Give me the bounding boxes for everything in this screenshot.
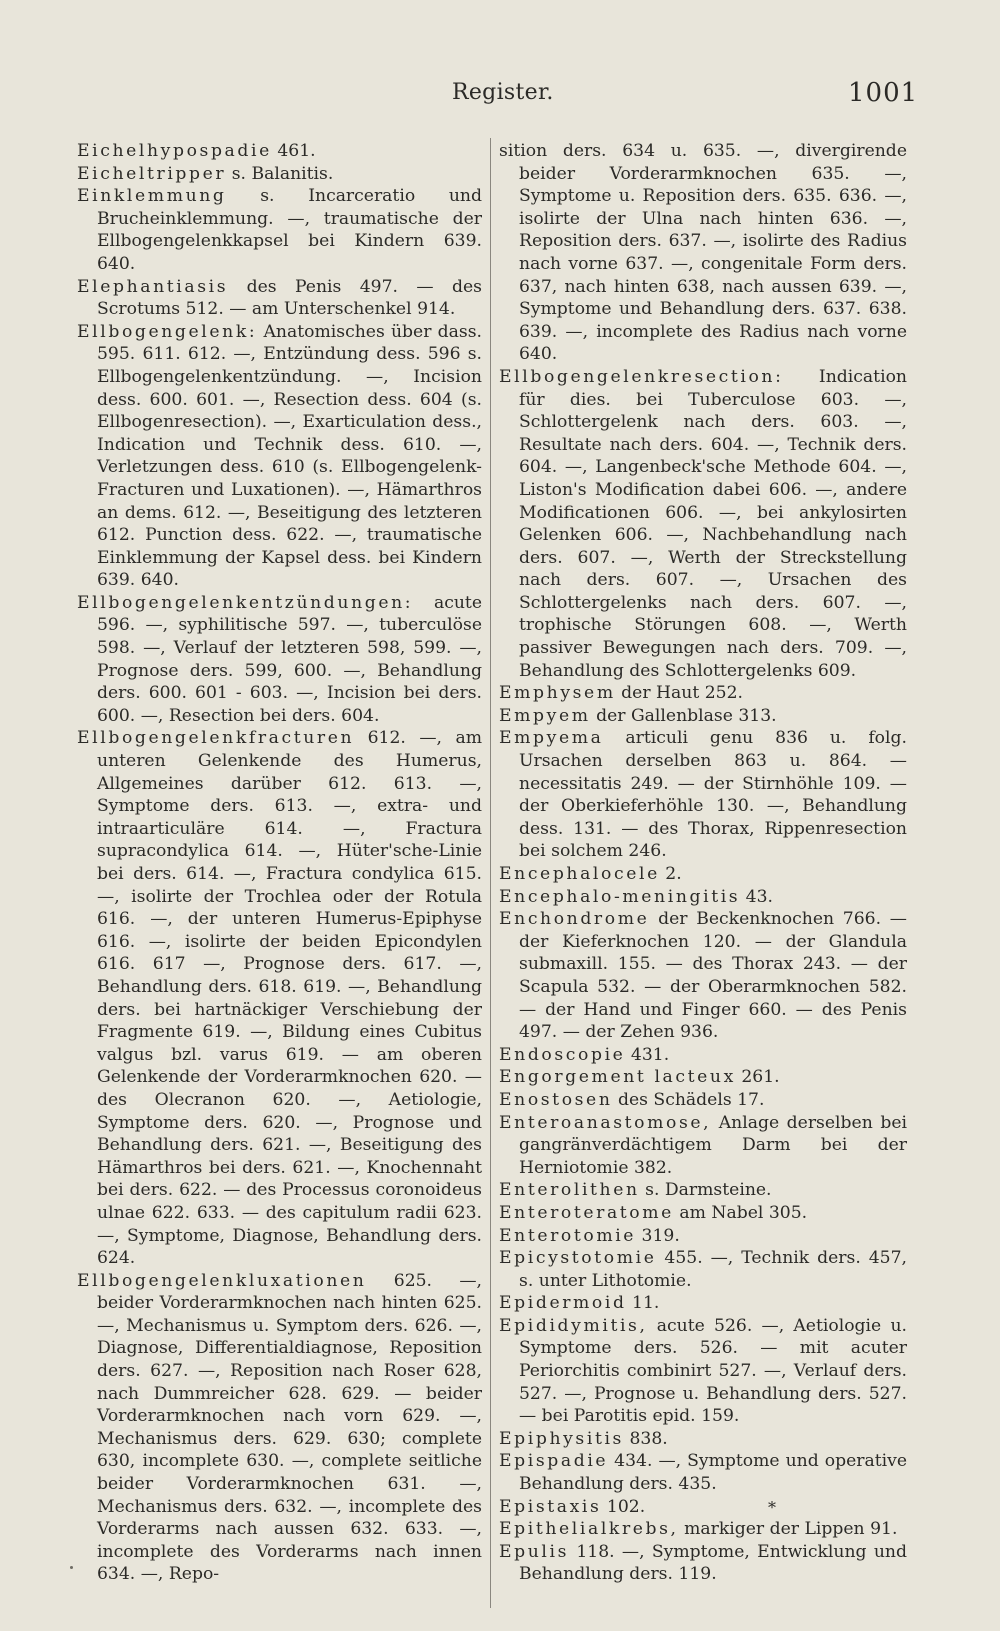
index-keyword: Encephalo-meningitis bbox=[499, 886, 741, 907]
index-references: Indication für dies. bei Tuberculose 603. —, Schlottergelenk nach ders. 603. —, Resultate nach ders. 604. —, Technik ders. 604. —, Langenbeck'sche Methode 604. —, Liston's Modification dabei 606. —, andere Modificationen 606. —, bei ankylosirten Gelenken 606. —, Nachbehandlung nach ders. 607. —, Werth der Streckstellung nach ders. 607. —, Ursachen des Schlottergelenks nach ders. 607. —, trophische Störungen 608. —, Werth passiver Bewegungen nach ders. 709. —, Behandlung des Schlottergelenks 609. bbox=[519, 366, 907, 681]
index-entry bbox=[499, 682, 907, 705]
index-keyword: Epulis bbox=[499, 1541, 570, 1562]
index-entry bbox=[499, 1112, 907, 1180]
index-references: Anlage derselben bei gangränverdächtigem Darm bei der Herniotomie 382. bbox=[519, 1112, 907, 1178]
index-keyword: Ellbogengelenkfracturen bbox=[77, 728, 355, 749]
index-entry bbox=[77, 1270, 482, 1586]
index-references: 455. —, Technik ders. 457, s. unter Lithotomie. bbox=[519, 1248, 907, 1291]
index-entry bbox=[77, 592, 482, 728]
index-entry bbox=[499, 1450, 907, 1495]
index-entry bbox=[499, 140, 907, 366]
index-keyword: Epididymitis, bbox=[499, 1315, 648, 1336]
index-keyword: Enteroteratome bbox=[499, 1202, 674, 1223]
index-references: 319. bbox=[636, 1225, 680, 1246]
page-number: 1001 bbox=[848, 78, 919, 108]
index-references: 11. bbox=[626, 1293, 660, 1314]
index-entry bbox=[499, 1292, 907, 1315]
index-entry bbox=[499, 1179, 907, 1202]
index-entry bbox=[77, 163, 482, 186]
index-entry bbox=[499, 1518, 907, 1541]
index-keyword: Enterolithen bbox=[499, 1180, 640, 1201]
index-entry bbox=[77, 140, 482, 163]
index-keyword: Encephalocele bbox=[499, 864, 660, 884]
index-references: 838. bbox=[623, 1428, 668, 1449]
column-divider bbox=[490, 138, 491, 1608]
index-references: sition ders. 634 u. 635. —, divergirende beider Vorderarmknochen 635. —, Symptome u. Reposition ders. 635. 636. —, isolirte der Ulna nach hinten 636. —, Reposition ders. 637. —, isolirte des Radius nach vorne 637. —, congenitale Form ders. 637, nach hinten 638, nach aussen 639. —, Symptome und Behandlung ders. 637. 638. 639. —, incomplete des Radius nach vorne 640. bbox=[499, 141, 907, 365]
index-entry bbox=[499, 705, 907, 728]
index-references: der Haut 252. bbox=[615, 683, 743, 704]
index-entry bbox=[499, 863, 907, 886]
index-entry bbox=[499, 1247, 907, 1292]
index-entry bbox=[499, 1089, 907, 1112]
index-keyword: Epispadie bbox=[499, 1451, 609, 1472]
index-references: des Penis 497. — des Scrotums 512. — am Unterschenkel 914. bbox=[97, 276, 482, 320]
index-column-left bbox=[77, 140, 482, 1586]
index-keyword: Enteroanastomose, bbox=[499, 1112, 712, 1133]
index-references: s. Balanitis. bbox=[226, 163, 334, 184]
index-keyword: Eicheltripper bbox=[77, 163, 227, 184]
index-entry bbox=[499, 366, 907, 682]
index-references: der Gallenblase 313. bbox=[590, 705, 777, 726]
index-keyword: Eichelhypospadie bbox=[77, 141, 272, 161]
running-head: Register. bbox=[452, 80, 554, 105]
index-entry bbox=[499, 1496, 907, 1519]
index-references: acute 596. —, syphilitische 597. —, tuberculöse 598. —, Verlauf der letzteren 598, 599. —, Prognose ders. 599, 600. —, Behandlung ders. 600. 601 - 603. —, Incision bei ders. 600. —, Resection bei ders. 604. bbox=[97, 592, 482, 726]
index-references: 2. bbox=[659, 864, 682, 884]
index-entry bbox=[499, 1225, 907, 1248]
index-keyword: Epidermoid bbox=[499, 1293, 627, 1314]
index-entry bbox=[499, 1315, 907, 1428]
index-entry bbox=[499, 908, 907, 1044]
index-entry bbox=[77, 727, 482, 1269]
index-entry bbox=[77, 321, 482, 592]
index-references: 261. bbox=[735, 1067, 780, 1088]
index-references: 102. bbox=[601, 1496, 646, 1517]
index-keyword: Engorgement lacteux bbox=[499, 1067, 736, 1088]
index-column-right bbox=[499, 140, 907, 1586]
index-entry bbox=[499, 1066, 907, 1089]
index-references: 434. —, Symptome und operative Behandlung ders. 435. bbox=[519, 1451, 907, 1495]
index-references: articuli genu 836 u. folg. Ursachen derselben 863 u. 864. — necessitatis 249. — der Stirnhöhle 109. — der Oberkieferhöhle 130. —, Behandlung dess. 131. — des Thorax, Rippenresection bei solchem 246. bbox=[519, 728, 907, 862]
index-keyword: Epiphysitis bbox=[499, 1428, 624, 1449]
index-references: acute 526. —, Aetiologie u. Symptome ders. 526. — mit acuter Periorchitis combinirt 527. —, Verlauf ders. 527. —, Prognose u. Behandlung ders. 527. — bei Parotitis epid. 159. bbox=[519, 1315, 907, 1427]
index-entry bbox=[77, 185, 482, 275]
index-references: 625. —, beider Vorderarmknochen nach hinten 625. —, Mechanismus u. Symptom ders. 626. —, Diagnose, Differentialdiagnose, Reposition ders. 627. —, Reposition nach Roser 628, nach Dummreicher 628. 629. — beider Vorderarmknochen nach vorn 629. —, Mechanismus ders. 629. 630; complete 630, incomplete 630. —, complete seitliche beider Vorderarmknochen 631. —, Mechanismus ders. 632. —, incomplete des Vorderarms nach aussen 632. 633. —, incomplete des Vorderarms nach innen 634. —, Repo- bbox=[97, 1270, 482, 1585]
index-keyword: Enostosen bbox=[499, 1089, 613, 1110]
index-entry bbox=[77, 276, 482, 321]
index-keyword: Empyema bbox=[499, 728, 604, 749]
index-keyword: Ellbogengelenkresection: bbox=[499, 366, 784, 387]
index-references: s. Darmsteine. bbox=[639, 1180, 772, 1201]
index-references: 612. —, am unteren Gelenkende des Humerus, Allgemeines darüber 612. 613. —, Symptome ders. 613. —, extra- und intraarticuläre 614. —, Fractura supracondylica 614. —, Hüter'sche-Linie bei ders. 614. —, Fractura condylica 615. —, isolirte der Trochlea oder der Rotula 616. —, der unteren Humerus-Epiphyse 616. —, isolirte der beiden Epicondylen 616. 617 —, Prognose ders. 617. —, Behandlung ders. 618. 619. —, Behandlung ders. bei hartnäckiger Verschiebung der Fragmente 619. —, Bildung eines Cubitus valgus bzl. varus 619. — am oberen Gelenkende der Vorderarmknochen 620. — des Olecranon 620. —, Aetiologie, Symptome ders. 620. —, Prognose und Behandlung ders. 621. —, Beseitigung des Hämarthros bei ders. 621. —, Knochennaht bei ders. 622. — des Processus coronoideus ulnae 622. 633. — des capitulum radii 623. —, Symptome, Diagnose, Behandlung ders. 624. bbox=[97, 728, 482, 1269]
index-keyword: Enterotomie bbox=[499, 1225, 637, 1246]
index-entry bbox=[499, 1428, 907, 1451]
index-entry bbox=[499, 886, 907, 909]
index-references: Anatomisches über dass. 595. 611. 612. —, Entzündung dess. 596 s. Ellbogengelenkentzündung. —, Incision dess. 600. 601. —, Resection dess. 604 (s. Ellbogenresection). —, Exarticulation dess., Indication und Technik dess. 610. —, Verletzungen dess. 610 (s. Ellbogengelenk-Fracturen und Luxationen). —, Hämarthros an dems. 612. —, Beseitigung des letzteren 612. Punction dess. 622. —, traumatische Einklemmung der Kapsel dess. bei Kindern 639. 640. bbox=[97, 321, 482, 591]
index-keyword: Einklemmung bbox=[77, 186, 227, 207]
index-keyword: Ellbogengelenk: bbox=[77, 321, 258, 342]
index-keyword: Epithelialkrebs, bbox=[499, 1519, 679, 1540]
index-keyword: Ellbogengelenkentzündungen: bbox=[77, 592, 414, 613]
index-entry bbox=[499, 1202, 907, 1225]
index-references: 118. —, Symptome, Entwicklung und Behandlung ders. 119. bbox=[519, 1541, 907, 1585]
index-references: am Nabel 305. bbox=[673, 1202, 808, 1223]
index-keyword: Epicystotomie bbox=[499, 1248, 657, 1269]
index-references: 431. bbox=[625, 1044, 670, 1065]
index-keyword: Endoscopie bbox=[499, 1044, 626, 1065]
index-references: s. Incarceratio und Brucheinklemmung. —, traumatische der Ellbogengelenkkapsel bei Kindern 639. 640. bbox=[97, 186, 482, 274]
index-entry bbox=[499, 1044, 907, 1067]
index-references: 43. bbox=[740, 886, 774, 907]
index-keyword: Enchondrome bbox=[499, 909, 650, 930]
index-entry bbox=[499, 727, 907, 863]
index-references: 461. bbox=[271, 141, 316, 161]
footer-mark: * bbox=[768, 1498, 776, 1517]
index-keyword: Elephantiasis bbox=[77, 276, 229, 297]
index-references: des Schädels 17. bbox=[612, 1089, 765, 1110]
index-keyword: Empyem bbox=[499, 705, 591, 726]
index-keyword: Epistaxis bbox=[499, 1496, 602, 1517]
index-references: markiger der Lippen 91. bbox=[678, 1519, 898, 1540]
speck-mark bbox=[70, 1566, 73, 1569]
index-entry bbox=[499, 1541, 907, 1586]
index-keyword: Emphysem bbox=[499, 683, 616, 704]
index-keyword: Ellbogengelenkluxationen bbox=[77, 1270, 367, 1291]
index-references: der Beckenknochen 766. — der Kieferknochen 120. — der Glandula submaxill. 155. — des Thorax 243. — der Scapula 532. — der Oberarmknochen 582. — der Hand und Finger 660. — des Penis 497. — der Zehen 936. bbox=[519, 909, 907, 1043]
